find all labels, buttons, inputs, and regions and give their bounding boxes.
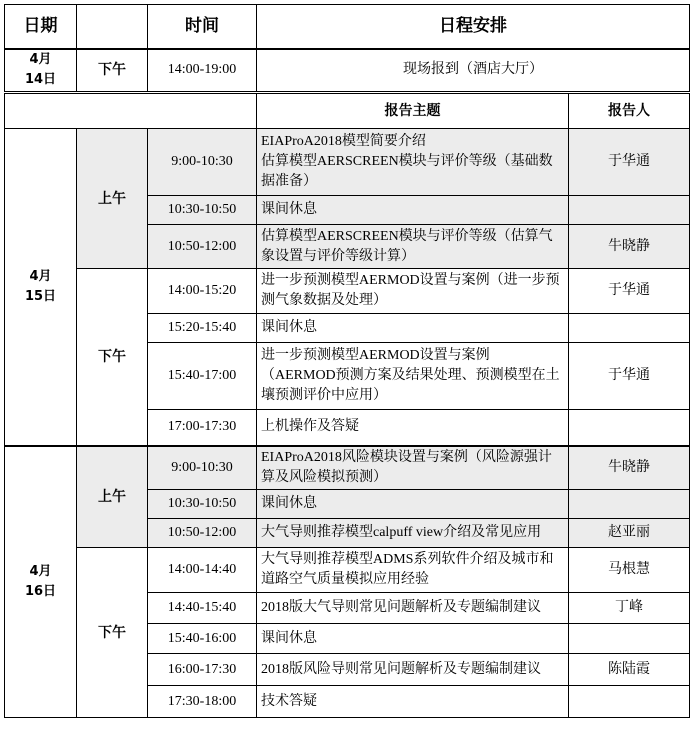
session-speaker: 牛晓静 (569, 225, 690, 269)
day16-date-cell (5, 446, 77, 718)
subheader-row (5, 93, 690, 129)
day15-date-line2: 15日 (24, 288, 57, 304)
session-speaker: 牛晓静 (569, 446, 690, 490)
session-topic: 估算模型AERSCREEN模块与评价等级（估算气象设置与评价等级计算） (257, 225, 569, 269)
session-topic: 2018版大气导则常见问题解析及专题编制建议 (257, 593, 569, 624)
table-row (5, 548, 690, 593)
session-time: 14:00-14:40 (148, 548, 257, 593)
day16-date-line1: 4月 (29, 563, 52, 579)
session-time: 10:30-10:50 (148, 196, 257, 225)
session-topic: 课间休息 (257, 314, 569, 343)
session-speaker: 赵亚丽 (569, 519, 690, 548)
session-time: 9:00-10:30 (148, 446, 257, 490)
day15-date-line1: 4月 (29, 268, 52, 284)
day14-date-line2: 14日 (24, 72, 57, 88)
day14-time: 14:00-19:00 (148, 49, 257, 93)
day14-row (5, 49, 690, 93)
session-time: 15:40-16:00 (148, 624, 257, 654)
session-topic: 课间休息 (257, 624, 569, 654)
session-time: 15:20-15:40 (148, 314, 257, 343)
header-schedule: 日程安排 (257, 5, 690, 49)
subheader-topic: 报告主题 (257, 93, 569, 129)
session-topic: 课间休息 (257, 196, 569, 225)
session-speaker: 丁峰 (569, 593, 690, 624)
day15-date-cell (5, 129, 77, 446)
session-topic: EIAProA2018风险模块设置与案例（风险源强计算及风险模拟预测） (257, 446, 569, 490)
day14-date-line1: 4月 (29, 52, 52, 68)
session-topic: 进一步预测模型AERMOD设置与案例 （AERMOD预测方案及结果处理、预测模型在土壤预测评价中应用） (257, 343, 569, 410)
session-speaker: 于华通 (569, 343, 690, 410)
session-time: 17:00-17:30 (148, 410, 257, 446)
session-time: 10:50-12:00 (148, 225, 257, 269)
table-row (5, 129, 690, 196)
session-time: 14:00-15:20 (148, 269, 257, 314)
session-speaker (569, 196, 690, 225)
session-topic: 技术答疑 (257, 686, 569, 718)
day15-morning: 上午 (77, 129, 148, 269)
session-time: 17:30-18:00 (148, 686, 257, 718)
session-topic: 课间休息 (257, 490, 569, 519)
subheader-speaker: 报告人 (569, 93, 690, 129)
session-topic: EIAProA2018模型简要介绍 估算模型AERSCREEN模块与评价等级（基础数据准备） (257, 129, 569, 196)
day15-afternoon: 下午 (77, 269, 148, 446)
session-time: 15:40-17:00 (148, 343, 257, 410)
session-time: 14:40-15:40 (148, 593, 257, 624)
header-date: 日期 (5, 5, 77, 49)
day14-period: 下午 (77, 49, 148, 93)
day16-morning: 上午 (77, 446, 148, 548)
day16-date-line2: 16日 (24, 583, 57, 599)
table-row (5, 269, 690, 314)
session-time: 9:00-10:30 (148, 129, 257, 196)
session-time: 10:30-10:50 (148, 490, 257, 519)
session-speaker: 于华通 (569, 269, 690, 314)
header-empty (77, 5, 148, 49)
session-speaker (569, 686, 690, 718)
header-time: 时间 (148, 5, 257, 49)
session-time: 16:00-17:30 (148, 654, 257, 686)
session-speaker (569, 314, 690, 343)
session-topic: 大气导则推荐模型calpuff view介绍及常见应用 (257, 519, 569, 548)
day14-activity: 现场报到（酒店大厅） (257, 49, 690, 93)
subheader-empty (5, 93, 257, 129)
session-speaker: 马根慧 (569, 548, 690, 593)
table-header-row (5, 5, 690, 49)
session-speaker (569, 490, 690, 519)
session-topic: 2018版风险导则常见问题解析及专题编制建议 (257, 654, 569, 686)
day16-afternoon: 下午 (77, 548, 148, 718)
session-topic: 大气导则推荐模型ADMS系列软件介绍及城市和道路空气质量模拟应用经验 (257, 548, 569, 593)
session-speaker (569, 624, 690, 654)
table-row (5, 446, 690, 490)
session-speaker (569, 410, 690, 446)
session-topic: 上机操作及答疑 (257, 410, 569, 446)
day14-date-cell (5, 49, 77, 93)
session-topic: 进一步预测模型AERMOD设置与案例（进一步预测气象数据及处理） (257, 269, 569, 314)
schedule-table (4, 4, 690, 718)
session-speaker: 于华通 (569, 129, 690, 196)
session-time: 10:50-12:00 (148, 519, 257, 548)
session-speaker: 陈陆霞 (569, 654, 690, 686)
